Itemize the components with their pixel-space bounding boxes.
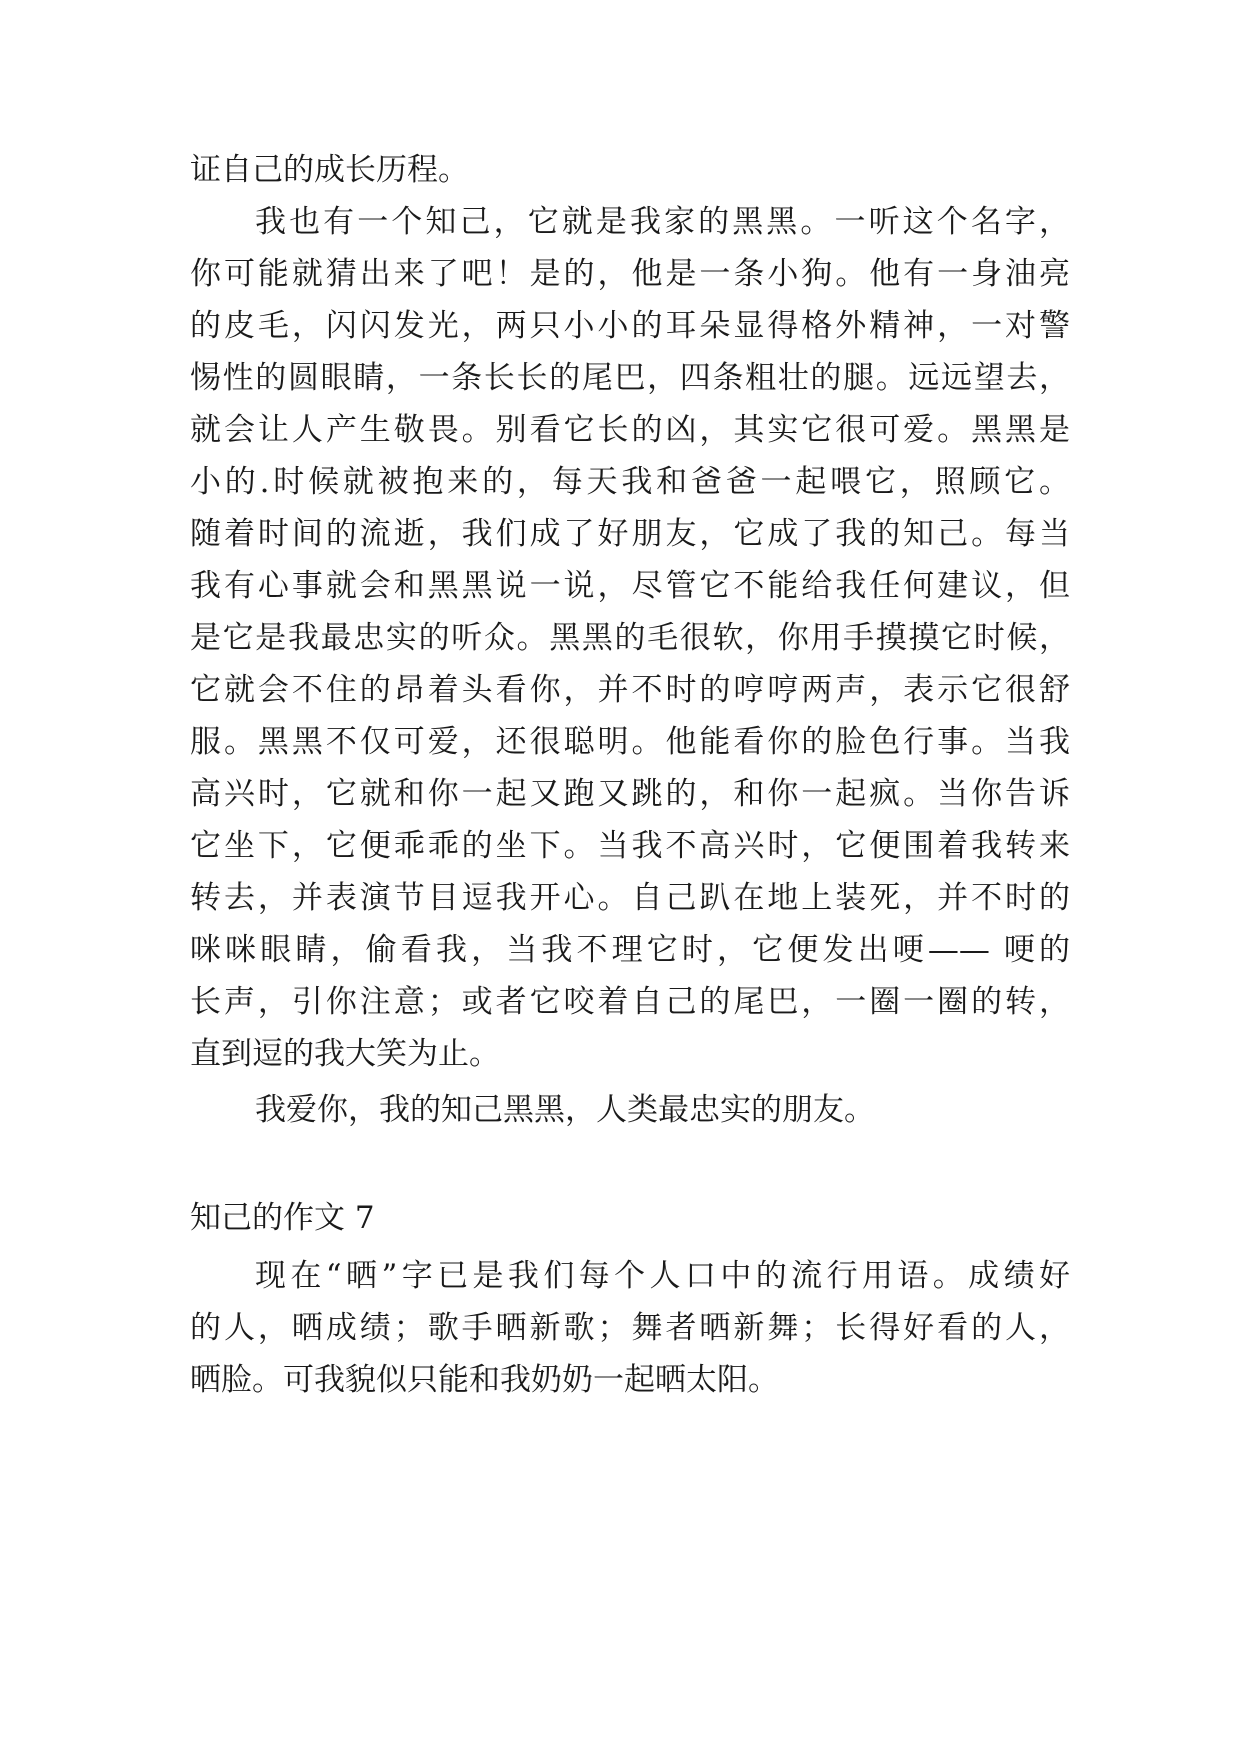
text-line: 它就会不住的昂着头看你，并不时的哼哼两声，表示它很舒 bbox=[190, 672, 1070, 708]
text-line: 转去，并表演节目逗我开心。自己趴在地上装死，并不时的 bbox=[190, 880, 1070, 916]
text-line: 的人，晒成绩；歌手晒新歌；舞者晒新舞；长得好看的人， bbox=[190, 1310, 1070, 1346]
text-line: 它坐下，它便乖乖的坐下。当我不高兴时，它便围着我转来 bbox=[190, 828, 1070, 864]
text-line: 小的.时候就被抱来的，每天我和爸爸一起喂它，照顾它。 bbox=[190, 464, 1070, 500]
text-line: 高兴时，它就和你一起又跑又跳的，和你一起疯。当你告诉 bbox=[190, 776, 1070, 812]
text-line: 我爱你，我的知己黑黑，人类最忠实的朋友。 bbox=[255, 1092, 875, 1128]
text-line: 我有心事就会和黑黑说一说，尽管它不能给我任何建议，但 bbox=[190, 568, 1070, 604]
text-line: 我也有一个知己，它就是我家的黑黑。一听这个名字， bbox=[255, 204, 1070, 240]
text-line: 服。黑黑不仅可爱，还很聪明。他能看你的脸色行事。当我 bbox=[190, 724, 1070, 760]
text-line: 随着时间的流逝，我们成了好朋友，它成了我的知己。每当 bbox=[190, 516, 1070, 552]
text-line: 直到逗的我大笑为止。 bbox=[190, 1036, 500, 1072]
text-line: 晒脸。可我貌似只能和我奶奶一起晒太阳。 bbox=[190, 1362, 779, 1398]
text-line: 咪咪眼睛，偷看我，当我不理它时，它便发出哽—— 哽的 bbox=[190, 932, 1070, 968]
text-line: 的皮毛，闪闪发光，两只小小的耳朵显得格外精神，一对警 bbox=[190, 308, 1070, 344]
text-line: 现在“晒”字已是我们每个人口中的流行用语。成绩好 bbox=[255, 1258, 1070, 1294]
text-line: 惕性的圆眼睛，一条长长的尾巴，四条粗壮的腿。远远望去， bbox=[190, 360, 1070, 396]
text-line: 就会让人产生敬畏。别看它长的凶，其实它很可爱。黑黑是 bbox=[190, 412, 1070, 448]
text-line: 是它是我最忠实的听众。黑黑的毛很软，你用手摸摸它时候， bbox=[190, 620, 1070, 656]
section-heading: 知己的作文 7 bbox=[190, 1200, 375, 1236]
text-line: 证自己的成长历程。 bbox=[190, 152, 469, 188]
text-line: 你可能就猜出来了吧！是的，他是一条小狗。他有一身油亮 bbox=[190, 256, 1070, 292]
text-line: 长声，引你注意；或者它咬着自己的尾巴，一圈一圈的转， bbox=[190, 984, 1070, 1020]
